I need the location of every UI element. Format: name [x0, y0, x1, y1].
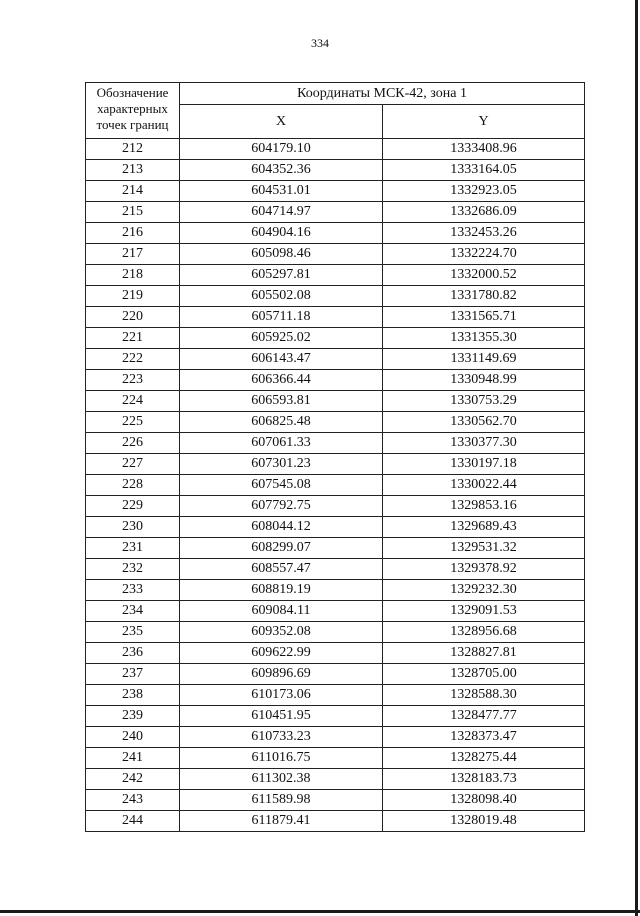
cell-y: 1329853.16 [383, 496, 585, 517]
cell-x: 606366.44 [180, 370, 383, 391]
cell-x: 609084.11 [180, 601, 383, 622]
header-point-designation: Обозначение характерных точек границ [86, 83, 180, 139]
cell-y: 1331565.71 [383, 307, 585, 328]
cell-point-number: 234 [86, 601, 180, 622]
cell-point-number: 221 [86, 328, 180, 349]
cell-y: 1329689.43 [383, 517, 585, 538]
header-row-system [86, 83, 585, 105]
cell-point-number: 243 [86, 790, 180, 811]
cell-point-number: 244 [86, 811, 180, 832]
cell-point-number: 223 [86, 370, 180, 391]
table-row [86, 496, 585, 517]
cell-y: 1328705.00 [383, 664, 585, 685]
cell-point-number: 218 [86, 265, 180, 286]
cell-point-number: 236 [86, 643, 180, 664]
cell-y: 1332686.09 [383, 202, 585, 223]
cell-point-number: 216 [86, 223, 180, 244]
page-edge-right [635, 0, 638, 916]
cell-x: 611302.38 [180, 769, 383, 790]
cell-y: 1328098.40 [383, 790, 585, 811]
cell-y: 1328588.30 [383, 685, 585, 706]
cell-x: 611879.41 [180, 811, 383, 832]
cell-x: 604531.01 [180, 181, 383, 202]
cell-x: 604352.36 [180, 160, 383, 181]
cell-y: 1332000.52 [383, 265, 585, 286]
cell-point-number: 220 [86, 307, 180, 328]
cell-point-number: 242 [86, 769, 180, 790]
cell-x: 610733.23 [180, 727, 383, 748]
table-row [86, 769, 585, 790]
cell-y: 1329232.30 [383, 580, 585, 601]
cell-y: 1328956.68 [383, 622, 585, 643]
table-row [86, 517, 585, 538]
cell-point-number: 212 [86, 139, 180, 160]
table-row [86, 433, 585, 454]
cell-point-number: 233 [86, 580, 180, 601]
cell-x: 607061.33 [180, 433, 383, 454]
table-row [86, 790, 585, 811]
cell-y: 1331149.69 [383, 349, 585, 370]
table-row [86, 748, 585, 769]
cell-x: 604904.16 [180, 223, 383, 244]
cell-point-number: 224 [86, 391, 180, 412]
table-row [86, 139, 585, 160]
cell-point-number: 239 [86, 706, 180, 727]
table-row [86, 706, 585, 727]
cell-y: 1330022.44 [383, 475, 585, 496]
cell-point-number: 231 [86, 538, 180, 559]
table-row [86, 622, 585, 643]
table-row [86, 559, 585, 580]
table-row [86, 580, 585, 601]
header-x: X [180, 105, 383, 139]
cell-point-number: 214 [86, 181, 180, 202]
cell-x: 604714.97 [180, 202, 383, 223]
cell-point-number: 237 [86, 664, 180, 685]
cell-x: 608557.47 [180, 559, 383, 580]
cell-point-number: 238 [86, 685, 180, 706]
cell-point-number: 229 [86, 496, 180, 517]
cell-y: 1328183.73 [383, 769, 585, 790]
cell-x: 605502.08 [180, 286, 383, 307]
cell-x: 609896.69 [180, 664, 383, 685]
cell-point-number: 227 [86, 454, 180, 475]
table-row [86, 328, 585, 349]
cell-x: 605711.18 [180, 307, 383, 328]
table-row [86, 811, 585, 832]
cell-y: 1333164.05 [383, 160, 585, 181]
cell-x: 609352.08 [180, 622, 383, 643]
cell-y: 1333408.96 [383, 139, 585, 160]
table-row [86, 643, 585, 664]
cell-x: 606593.81 [180, 391, 383, 412]
cell-x: 605297.81 [180, 265, 383, 286]
cell-point-number: 228 [86, 475, 180, 496]
cell-x: 605925.02 [180, 328, 383, 349]
cell-point-number: 215 [86, 202, 180, 223]
cell-point-number: 225 [86, 412, 180, 433]
table-row [86, 601, 585, 622]
table-row [86, 664, 585, 685]
cell-point-number: 230 [86, 517, 180, 538]
cell-x: 611589.98 [180, 790, 383, 811]
cell-x: 611016.75 [180, 748, 383, 769]
cell-y: 1331355.30 [383, 328, 585, 349]
cell-point-number: 217 [86, 244, 180, 265]
cell-y: 1328827.81 [383, 643, 585, 664]
cell-y: 1330948.99 [383, 370, 585, 391]
cell-y: 1331780.82 [383, 286, 585, 307]
cell-y: 1332453.26 [383, 223, 585, 244]
cell-y: 1330197.18 [383, 454, 585, 475]
cell-y: 1330562.70 [383, 412, 585, 433]
page-number: 334 [311, 36, 329, 50]
table-row [86, 181, 585, 202]
cell-x: 608044.12 [180, 517, 383, 538]
table-row [86, 370, 585, 391]
table-row [86, 265, 585, 286]
cell-y: 1328477.77 [383, 706, 585, 727]
cell-x: 606143.47 [180, 349, 383, 370]
cell-x: 607545.08 [180, 475, 383, 496]
table-header [86, 83, 585, 139]
cell-x: 607792.75 [180, 496, 383, 517]
cell-point-number: 226 [86, 433, 180, 454]
cell-x: 610173.06 [180, 685, 383, 706]
table-row [86, 286, 585, 307]
cell-x: 604179.10 [180, 139, 383, 160]
header-coordinate-system: Координаты МСК-42, зона 1 [180, 83, 585, 105]
table-row [86, 475, 585, 496]
table-row [86, 538, 585, 559]
cell-x: 610451.95 [180, 706, 383, 727]
cell-y: 1329531.32 [383, 538, 585, 559]
table-body [86, 139, 585, 832]
table-row [86, 160, 585, 181]
table-row [86, 727, 585, 748]
cell-x: 605098.46 [180, 244, 383, 265]
cell-y: 1332224.70 [383, 244, 585, 265]
table-row [86, 223, 585, 244]
coordinates-table [85, 82, 585, 832]
cell-point-number: 240 [86, 727, 180, 748]
cell-x: 607301.23 [180, 454, 383, 475]
table-row [86, 412, 585, 433]
cell-y: 1328019.48 [383, 811, 585, 832]
cell-x: 606825.48 [180, 412, 383, 433]
cell-point-number: 213 [86, 160, 180, 181]
cell-point-number: 222 [86, 349, 180, 370]
header-y: Y [383, 105, 585, 139]
table-row [86, 307, 585, 328]
cell-y: 1330753.29 [383, 391, 585, 412]
cell-point-number: 235 [86, 622, 180, 643]
cell-y: 1328373.47 [383, 727, 585, 748]
cell-y: 1328275.44 [383, 748, 585, 769]
table-row [86, 349, 585, 370]
cell-x: 609622.99 [180, 643, 383, 664]
table-row [86, 454, 585, 475]
page-edge-bottom [0, 910, 640, 913]
cell-y: 1329091.53 [383, 601, 585, 622]
cell-y: 1330377.30 [383, 433, 585, 454]
cell-y: 1329378.92 [383, 559, 585, 580]
cell-x: 608819.19 [180, 580, 383, 601]
cell-point-number: 232 [86, 559, 180, 580]
table-row [86, 202, 585, 223]
cell-point-number: 219 [86, 286, 180, 307]
table-row [86, 391, 585, 412]
cell-x: 608299.07 [180, 538, 383, 559]
cell-y: 1332923.05 [383, 181, 585, 202]
table-row [86, 244, 585, 265]
table-row [86, 685, 585, 706]
cell-point-number: 241 [86, 748, 180, 769]
